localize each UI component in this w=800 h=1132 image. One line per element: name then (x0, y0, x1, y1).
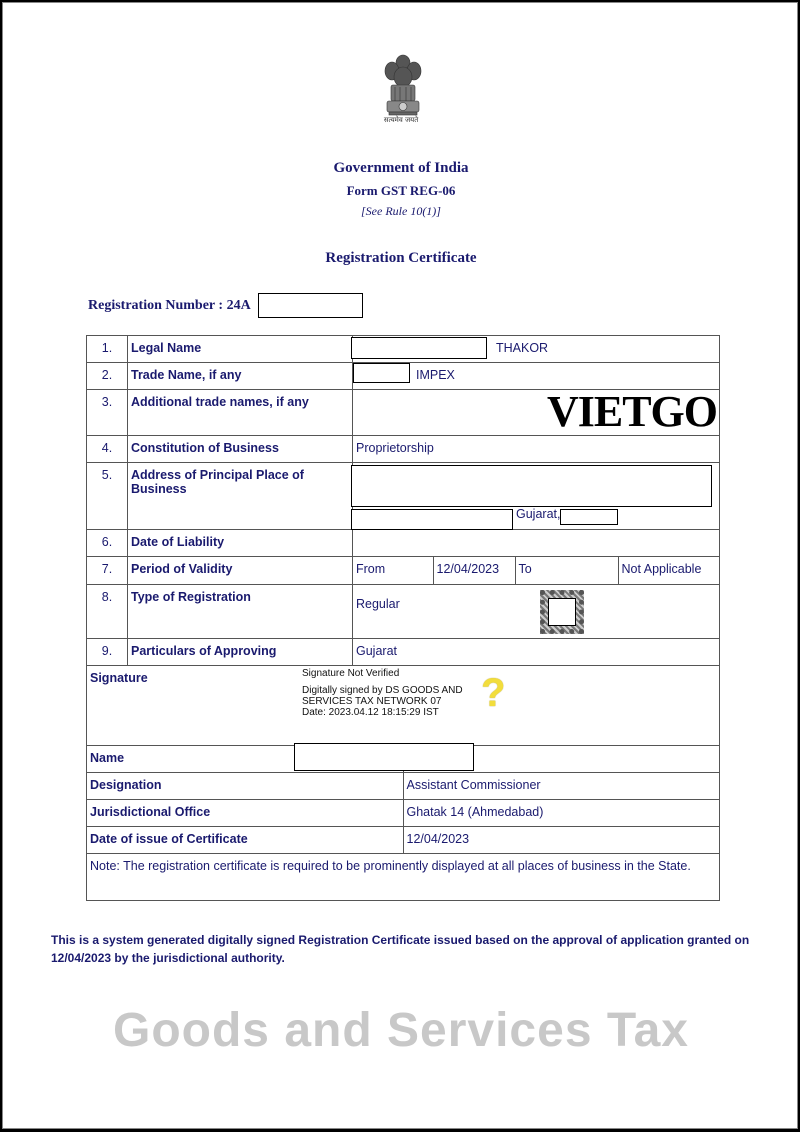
redacted-officer-name (294, 743, 474, 771)
certificate-title: Registration Certificate (325, 250, 477, 266)
row-number: 7. (87, 557, 128, 585)
validity-to-date: Not Applicable (621, 562, 702, 576)
legal-name-text: THAKOR (496, 341, 549, 355)
officer-name-label: Name (87, 746, 404, 773)
jurisdictional-office-label: Jurisdictional Office (87, 800, 404, 827)
address-state: Gujarat, (516, 507, 561, 521)
table-row (87, 530, 720, 557)
qr-code-icon (540, 590, 584, 634)
certificate-page (2, 2, 798, 1129)
type-of-registration-value: Regular (353, 585, 720, 639)
table-row (87, 390, 720, 436)
form-number: Form GST REG-06 (346, 183, 456, 198)
redacted-address-line-1 (351, 465, 712, 507)
registration-number-prefix: 24A (226, 298, 251, 313)
table-row (87, 557, 720, 585)
row-number: 9. (87, 639, 128, 666)
note-row (87, 854, 720, 901)
address-label: Address of Principal Place of Business (128, 463, 353, 530)
watermark-text: Goods and Services Tax (113, 1004, 689, 1057)
period-of-validity-label: Period of Validity (128, 557, 353, 585)
legal-name-label: Legal Name (128, 336, 353, 363)
redacted-trade-name (353, 363, 410, 383)
constitution-value: Proprietorship (353, 436, 720, 463)
row-number: 8. (87, 585, 128, 639)
constitution-label: Constitution of Business (128, 436, 353, 463)
row-number: 2. (87, 363, 128, 390)
approving-label: Particulars of Approving (128, 639, 353, 666)
signature-label: Signature (87, 666, 720, 746)
date-of-liability-value (353, 530, 720, 557)
row-number: 1. (87, 336, 128, 363)
redacted-legal-name (351, 337, 487, 359)
table-row (87, 585, 720, 639)
note-text: Note: The registration certificate is required to be prominently displayed at all places of business in the State. (87, 854, 720, 901)
signature-status: Signature Not Verified (302, 668, 400, 679)
table-row (87, 773, 720, 800)
table-row (87, 639, 720, 666)
row-number: 6. (87, 530, 128, 557)
table-row (87, 827, 720, 854)
rule-reference: [See Rule 10(1)] (361, 204, 441, 218)
digital-signature-block (302, 668, 463, 718)
validity-subtable (353, 557, 719, 584)
approving-value: Gujarat (353, 639, 720, 666)
redacted-address-line-2 (351, 509, 513, 530)
registration-number (88, 298, 251, 314)
date-of-issue-label: Date of issue of Certificate (87, 827, 404, 854)
footer-statement: This is a system generated digitally signed Registration Certificate issued based on the approval of application granted on 12/04/2023 by the jurisdictional authority. (51, 933, 750, 965)
additional-trade-names-value (353, 387, 720, 436)
signature-line-2: SERVICES TAX NETWORK 07 (302, 696, 442, 707)
additional-trade-names-label: Additional trade names, if any (128, 390, 353, 436)
overlay-brand-text: VIETGO (546, 387, 717, 436)
signature-line-1: Digitally signed by DS GOODS AND (302, 685, 463, 696)
redacted-registration-number (258, 293, 363, 318)
redacted-pincode (560, 509, 618, 525)
jurisdictional-office-value: Ghatak 14 (Ahmedabad) (403, 800, 720, 827)
trade-name-text: IMPEX (416, 368, 455, 382)
date-of-issue-value: 12/04/2023 (403, 827, 720, 854)
row-number: 3. (87, 390, 128, 436)
row-number: 5. (87, 463, 128, 530)
emblem-motto: सत्यमेव जयते (383, 116, 419, 124)
government-heading: Government of India (333, 160, 469, 176)
validity-from-date: 12/04/2023 (433, 557, 515, 584)
question-mark-icon[interactable]: ? (481, 671, 506, 715)
table-row (87, 436, 720, 463)
registration-number-label: Registration Number : (88, 298, 224, 313)
date-of-liability-label: Date of Liability (128, 530, 353, 557)
validity-from-label: From (353, 557, 433, 584)
validity-to-label: To (515, 557, 618, 584)
designation-label: Designation (87, 773, 404, 800)
trade-name-label: Trade Name, if any (128, 363, 353, 390)
table-row (87, 800, 720, 827)
designation-value: Assistant Commissioner (403, 773, 720, 800)
type-of-registration-label: Type of Registration (128, 585, 353, 639)
period-of-validity-value (353, 557, 720, 585)
row-number: 4. (87, 436, 128, 463)
signature-line-3: Date: 2023.04.12 18:15:29 IST (302, 707, 439, 718)
